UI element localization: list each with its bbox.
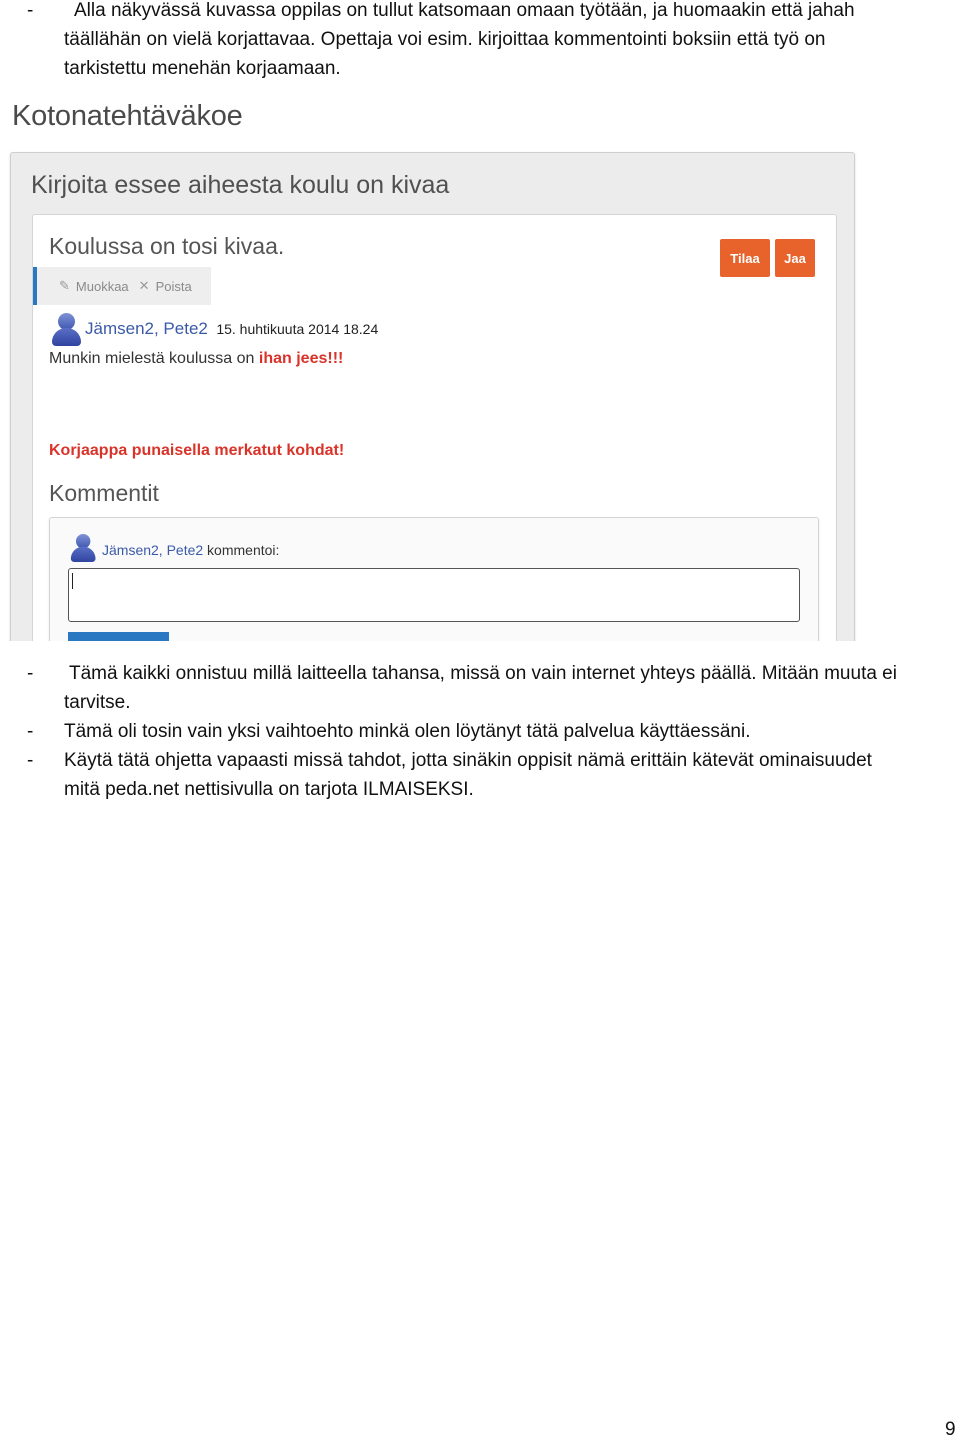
comment-input[interactable] xyxy=(68,568,800,622)
task-panel xyxy=(10,152,855,641)
author-link[interactable]: Jämsen2, Pete2 xyxy=(85,319,208,338)
text-line: tarkistettu menehän korjaamaan. xyxy=(64,58,341,79)
avatar-body xyxy=(52,328,81,346)
commenter-name[interactable]: Jämsen2, Pete2 xyxy=(102,542,204,558)
text-caret xyxy=(72,573,73,589)
text-line: Käytä tätä ohjetta vapaasti missä tahdot, jotta sinäkin oppisit nämä erittäin kätevät ominaisuudet xyxy=(64,750,872,771)
post-title: Koulussa on tosi kivaa. xyxy=(49,233,285,259)
bullet-dash: - xyxy=(27,750,34,771)
commenter-suffix: kommentoi: xyxy=(203,542,280,558)
avatar xyxy=(51,313,81,347)
task-title: Kirjoita essee aiheesta koulu on kivaa xyxy=(31,171,450,199)
delete-link[interactable]: Poista xyxy=(155,278,192,294)
text-line: tarvitse. xyxy=(64,692,131,713)
bullet-dash: - xyxy=(27,0,34,21)
bullet-dash: - xyxy=(27,663,34,684)
bullet-text xyxy=(64,659,956,717)
avatar-body xyxy=(71,547,96,562)
commenter-avatar xyxy=(70,534,96,563)
embedded-screenshot xyxy=(0,96,960,641)
bullet-text xyxy=(64,717,956,746)
share-button[interactable]: Jaa xyxy=(775,239,815,277)
commenter-label xyxy=(102,542,279,558)
text-line: Tämä kaikki onnistuu millä laitteella tahansa, missä on vain internet yhteys päällä. Mitään muuta ei xyxy=(69,663,897,684)
post-body xyxy=(49,350,343,368)
pencil-icon: ✎ xyxy=(59,278,70,293)
bullet-text xyxy=(64,746,956,804)
close-icon: ✕ xyxy=(138,278,150,293)
post-panel xyxy=(32,214,837,641)
text-line: Alla näkyvässä kuvassa oppilas on tullut katsomaan omaan työtään, ja huomaakin että jahah xyxy=(74,0,855,21)
post-body-text: Munkin mielestä koulussa on xyxy=(49,350,259,367)
post-body-highlight: ihan jees!!! xyxy=(258,350,344,367)
edit-toolbar xyxy=(33,267,211,305)
subscribe-button[interactable]: Tilaa xyxy=(720,239,770,277)
page-title: Kotonatehtäväkoe xyxy=(12,100,243,132)
intro-bullet-text xyxy=(64,0,956,83)
edit-link[interactable]: Muokkaa xyxy=(75,278,129,294)
correction-note: Korjaappa punaisella merkatut kohdat! xyxy=(49,442,345,459)
comment-box xyxy=(49,517,819,641)
post-meta xyxy=(85,319,378,339)
page-number: 9 xyxy=(945,1419,956,1440)
post-date: 15. huhtikuuta 2014 18.24 xyxy=(216,321,379,337)
comments-heading: Kommentit xyxy=(49,480,159,506)
text-line: mitä peda.net nettisivulla on tarjota ILMAISEKSI. xyxy=(64,779,474,800)
text-line: Tämä oli tosin vain yksi vaihtoehto minkä olen löytänyt tätä palvelua käyttäessäni. xyxy=(64,721,751,742)
bullet-dash: - xyxy=(27,721,34,742)
text-line: täällähän on vielä korjattavaa. Opettaja voi esim. kirjoittaa kommentointi boksiin että työ on xyxy=(64,29,826,50)
submit-comment-button[interactable] xyxy=(68,632,169,641)
